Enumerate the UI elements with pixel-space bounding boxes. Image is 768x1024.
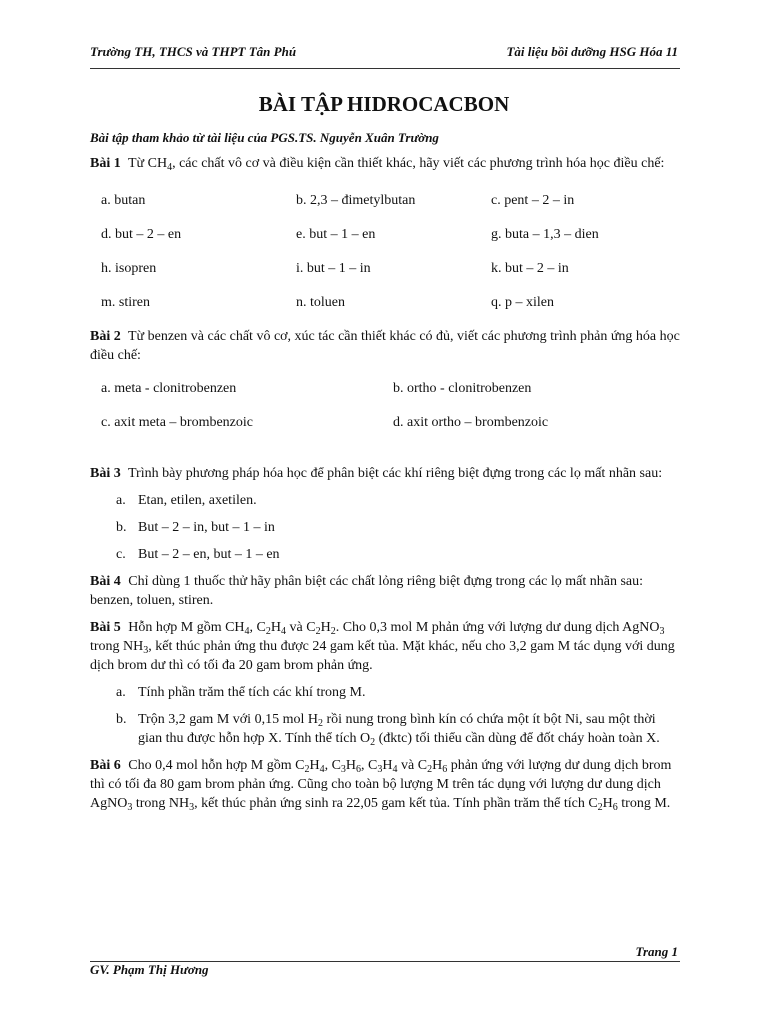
list-item: i. but – 1 – in bbox=[296, 261, 371, 276]
list-item: b. But – 2 – in, but – 1 – in bbox=[116, 520, 275, 535]
page-subtitle: Bài tập tham khảo từ tài liệu của PGS.TS. Nguyễn Xuân Trường bbox=[90, 130, 439, 145]
problem-5: Bài 5 Hỗn hợp M gồm $CH_4$, $C_2H_4$ và $C_2H_2$. Cho 0,3 mol M phản ứng với lượng dư dung dịch AgNO$_3$ trong $NH_3$, kết thúc phản ứng thu được 24 gam kết tủa. Mặt khác, nếu cho 3,2 gam M tác dụng với dung dịch brom dư thì có tối đa 20 gam brom phản ứng. bbox=[90, 620, 675, 673]
footer-author: GV. Phạm Thị Hương bbox=[90, 962, 209, 977]
problem-number: Bài 1 bbox=[90, 156, 121, 171]
problem-number: Bài 2 bbox=[90, 329, 121, 344]
problem-number: Bài 6 bbox=[90, 758, 121, 773]
list-item: d. axit ortho – brombenzoic bbox=[393, 415, 549, 430]
list-item: b. 2,3 – đimetylbutan bbox=[296, 193, 416, 208]
list-item: b. ortho - clonitrobenzen bbox=[393, 381, 532, 396]
list-item: m. stiren bbox=[101, 295, 150, 310]
problem-2-items bbox=[101, 379, 680, 432]
list-item: c. axit meta – brombenzoic bbox=[101, 415, 253, 430]
list-item: a. Etan, etilen, axetilen. bbox=[116, 493, 257, 508]
list-item: n. toluen bbox=[296, 295, 345, 310]
list-item: d. but – 2 – en bbox=[101, 227, 182, 242]
list-item: g. buta – 1,3 – dien bbox=[491, 227, 599, 242]
header-school: Trường TH, THCS và THPT Tân Phú bbox=[90, 44, 297, 59]
problem-number: Bài 3 bbox=[90, 466, 121, 481]
list-item: c. But – 2 – en, but – 1 – en bbox=[116, 547, 280, 562]
list-item: q. p – xilen bbox=[491, 295, 554, 310]
problem-3-items bbox=[90, 491, 680, 564]
list-item: k. but – 2 – in bbox=[491, 261, 569, 276]
list-item: a. meta - clonitrobenzen bbox=[101, 381, 237, 396]
problem-1: Bài 1 Từ $CH_4$, các chất vô cơ và điều kiện cần thiết khác, hãy viết các phương trình hóa học điều chế: bbox=[90, 156, 665, 173]
problem-4: Bài 4 Chỉ dùng 1 thuốc thử hãy phân biệt các chất lỏng riêng biệt đựng trong các lọ mất nhãn sau: benzen, toluen, stiren. bbox=[90, 574, 644, 608]
problem-2: Bài 2 Từ benzen và các chất vô cơ, xúc tác cần thiết khác có đủ, viết các phương trình phản ứng hóa học điều chế: bbox=[90, 329, 680, 363]
exercise-content bbox=[90, 154, 680, 813]
problem-5-part-a: a. Tính phần trăm thể tích các khí trong M. bbox=[116, 685, 366, 700]
page-number: Trang 1 bbox=[635, 944, 678, 959]
problem-number: Bài 4 bbox=[90, 574, 121, 589]
header-rule bbox=[90, 68, 680, 69]
problem-5-part-b: b. Trộn 3,2 gam M với 0,15 mol $H_2$ rồi nung trong bình kín có chứa một ít bột Ni, sau một thời gian thu được hỗn hợp X. Tính thể tích $O_2$ (đktc) tối thiểu cần dùng để đốt cháy hoàn toàn X. bbox=[116, 712, 660, 748]
list-item: e. but – 1 – en bbox=[296, 227, 376, 242]
list-item: h. isopren bbox=[101, 261, 157, 276]
problem-1-items bbox=[101, 191, 680, 312]
page-title: BÀI TẬP HIDROCACBON bbox=[258, 92, 510, 116]
list-item: a. butan bbox=[101, 193, 146, 208]
list-item: c. pent – 2 – in bbox=[491, 193, 575, 208]
problem-3: Bài 3 Trình bày phương pháp hóa học để phân biệt các khí riêng biệt đựng trong các lọ mất nhãn sau: bbox=[90, 466, 663, 481]
problem-number: Bài 5 bbox=[90, 620, 121, 635]
header-doc-title: Tài liệu bồi dưỡng HSG Hóa 11 bbox=[506, 44, 678, 59]
problem-6: Bài 6 Cho 0,4 mol hỗn hợp M gồm $C_2H_4$, $C_3H_6$, $C_3H_4$ và $C_2H_6$ phản ứng với lượng dư dung dịch brom thì có tối đa 80 gam brom phản ứng. Cũng cho toàn bộ lượng M trên tác dụng với lượng dư dung dịch AgNO$_3$ trong $NH_3$, kết thúc phản ứng sinh ra 22,05 gam kết tủa. Tính phần trăm thể tích $C_2H_6$ trong M. bbox=[90, 758, 672, 813]
